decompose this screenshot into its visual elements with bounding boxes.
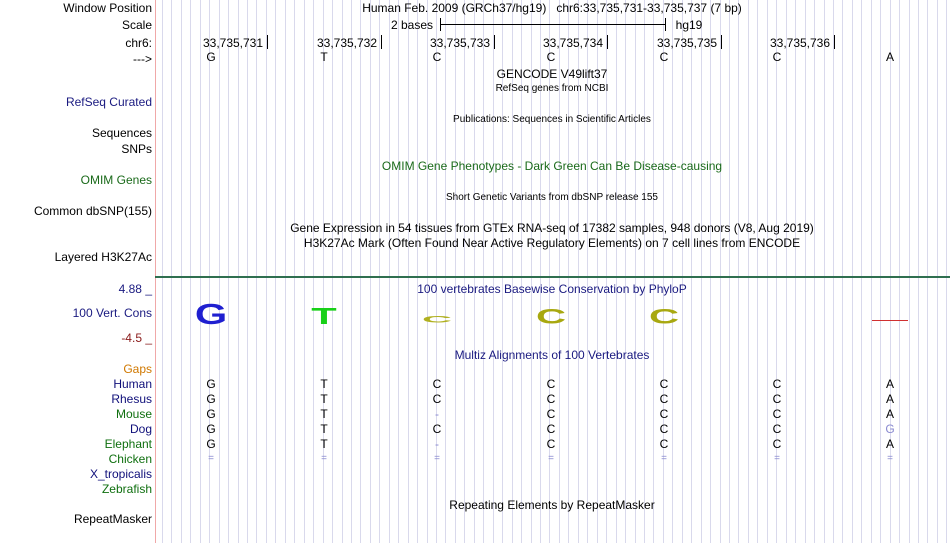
alignment-base: A	[885, 392, 895, 406]
conservation-logo-letter: T	[311, 302, 337, 330]
ruler-tick	[494, 35, 495, 49]
publications-title[interactable]: Publications: Sequences in Scientific Articles	[453, 114, 651, 125]
phylop-label[interactable]: 100 Vert. Cons	[72, 306, 152, 320]
alignment-base: C	[772, 407, 782, 421]
h3k27-label[interactable]: Layered H3K27Ac	[54, 250, 152, 264]
phylop-title[interactable]: 100 vertebrates Basewise Conservation by PhyloP	[417, 282, 687, 296]
window-position-value: Human Feb. 2009 (GRCh37/hg19) chr6:33,735,731-33,735,737 (7 bp)	[362, 1, 742, 15]
strand-label: --->	[133, 52, 152, 66]
ruler-tick	[607, 35, 608, 49]
grid-line	[748, 0, 749, 543]
alignment-base: -	[435, 407, 439, 421]
ruler-position: 33,735,733	[429, 36, 491, 50]
alignment-base: C	[432, 392, 442, 406]
conservation-logo-letter: C	[535, 304, 567, 329]
alignment-base: T	[320, 422, 328, 436]
scale-bar	[440, 24, 666, 25]
alignment-base: =	[887, 453, 893, 464]
grid-line	[455, 0, 456, 543]
h3k27-title[interactable]: H3K27Ac Mark (Often Found Near Active Regulatory Elements) on 7 cell lines from ENCODE	[303, 236, 801, 250]
grid-line	[795, 0, 796, 543]
species-label[interactable]: Mouse	[115, 407, 152, 421]
reference-base: G	[206, 50, 216, 64]
grid-line	[814, 0, 815, 543]
species-label[interactable]: Human	[113, 377, 152, 391]
alignment-base: C	[659, 377, 669, 391]
alignment-base: =	[774, 453, 780, 464]
alignment-base: C	[772, 392, 782, 406]
grid-line	[635, 0, 636, 543]
alignment-base: A	[885, 377, 895, 391]
grid-line	[767, 0, 768, 543]
alignment-base: C	[772, 437, 782, 451]
alignment-base: T	[320, 377, 328, 391]
grid-line	[701, 0, 702, 543]
grid-line	[937, 0, 938, 543]
reference-base: C	[432, 50, 442, 64]
alignment-base: C	[659, 392, 669, 406]
grid-line	[228, 0, 229, 543]
alignment-base: A	[885, 437, 895, 451]
gaps-label[interactable]: Gaps	[123, 362, 152, 376]
alignment-base: G	[206, 437, 216, 451]
grid-line	[861, 0, 862, 543]
alignment-base: C	[546, 437, 556, 451]
grid-line	[918, 0, 919, 543]
phylop-max: 4.88 _	[118, 282, 152, 296]
track-label-divider	[155, 0, 156, 543]
alignment-base: =	[661, 453, 667, 464]
grid-line	[171, 0, 172, 543]
alignment-base: C	[432, 422, 442, 436]
grid-line	[445, 0, 446, 543]
grid-line	[691, 0, 692, 543]
grid-line	[786, 0, 787, 543]
grid-line	[616, 0, 617, 543]
alignment-base: =	[208, 453, 214, 464]
grid-line	[304, 0, 305, 543]
grid-line	[398, 0, 399, 543]
sequences-label[interactable]: Sequences	[91, 126, 152, 140]
grid-line	[294, 0, 295, 543]
alignment-base: =	[434, 453, 440, 464]
grid-line	[313, 0, 314, 543]
ruler-position: 33,735,734	[542, 36, 604, 50]
ruler-position: 33,735,731	[202, 36, 264, 50]
reference-base: C	[659, 50, 669, 64]
refseq-subtitle[interactable]: RefSeq genes from NCBI	[495, 83, 609, 94]
grid-line	[162, 0, 163, 543]
grid-line	[899, 0, 900, 543]
dbsnp-title[interactable]: Short Genetic Variants from dbSNP release 155	[446, 192, 658, 203]
grid-line	[200, 0, 201, 543]
alignment-base: C	[659, 437, 669, 451]
grid-line	[493, 0, 494, 543]
grid-line	[247, 0, 248, 543]
alignment-base: C	[546, 422, 556, 436]
alignment-base: G	[885, 422, 895, 436]
grid-line	[805, 0, 806, 543]
dbsnp-label[interactable]: Common dbSNP(155)	[33, 204, 152, 218]
grid-line	[256, 0, 257, 543]
grid-line	[644, 0, 645, 543]
grid-line	[824, 0, 825, 543]
alignment-base: C	[659, 422, 669, 436]
grid-line	[682, 0, 683, 543]
alignment-base: G	[206, 407, 216, 421]
grid-line	[909, 0, 910, 543]
conservation-negative-mark	[872, 320, 908, 321]
grid-line	[880, 0, 881, 543]
alignment-base: A	[885, 407, 895, 421]
reference-base: A	[885, 50, 895, 64]
grid-line	[710, 0, 711, 543]
grid-line	[672, 0, 673, 543]
repeat-title[interactable]: Repeating Elements by RepeatMasker	[449, 498, 655, 512]
grid-line	[379, 0, 380, 543]
species-label[interactable]: X_tropicalis	[89, 467, 152, 481]
alignment-base: -	[435, 437, 439, 451]
grid-line	[483, 0, 484, 543]
grid-line	[729, 0, 730, 543]
alignment-base: C	[659, 407, 669, 421]
grid-line	[474, 0, 475, 543]
omim-title[interactable]: OMIM Gene Phenotypes - Dark Green Can Be Disease-causing	[381, 159, 723, 173]
conservation-logo-letter: C	[648, 304, 680, 329]
gencode-title[interactable]: GENCODE V49lift37	[496, 67, 608, 81]
grid-line	[238, 0, 239, 543]
scale-db: hg19	[675, 18, 703, 32]
species-label[interactable]: Zebrafish	[101, 482, 152, 496]
alignment-base: C	[546, 407, 556, 421]
grid-line	[389, 0, 390, 543]
scale-label: Scale	[121, 18, 152, 32]
scale-bar-left	[440, 18, 441, 31]
chrom-label: chr6:	[125, 36, 152, 50]
grid-line	[852, 0, 853, 543]
alignment-base: T	[320, 437, 328, 451]
alignment-base: C	[546, 377, 556, 391]
grid-line	[720, 0, 721, 543]
ruler-tick	[381, 35, 382, 49]
snps-label[interactable]: SNPs	[121, 142, 152, 156]
conservation-logo-letter: C	[421, 314, 453, 325]
alignment-base: T	[320, 407, 328, 421]
window-position-label: Window Position	[63, 1, 152, 15]
grid-line	[946, 0, 947, 543]
ruler-position: 33,735,736	[769, 36, 831, 50]
grid-line	[181, 0, 182, 543]
omim-label[interactable]: OMIM Genes	[80, 173, 152, 187]
alignment-base: =	[548, 453, 554, 464]
ruler-position: 33,735,732	[316, 36, 378, 50]
gtex-title[interactable]: Gene Expression in 54 tissues from GTEx RNA-seq of 17382 samples, 948 donors (V8, Aug 2019)	[290, 221, 814, 235]
grid-line	[275, 0, 276, 543]
grid-line	[738, 0, 739, 543]
grid-line	[351, 0, 352, 543]
multiz-title[interactable]: Multiz Alignments of 100 Vertebrates	[454, 348, 650, 362]
repeat-label[interactable]: RepeatMasker	[73, 512, 152, 526]
grid-line	[417, 0, 418, 543]
ruler-position: 33,735,735	[656, 36, 718, 50]
species-label[interactable]: Elephant	[104, 437, 152, 451]
ruler-tick	[834, 35, 835, 49]
grid-line	[871, 0, 872, 543]
alignment-base: C	[432, 377, 442, 391]
scale-value: 2 bases	[390, 18, 434, 32]
grid-line	[625, 0, 626, 543]
grid-line	[332, 0, 333, 543]
grid-line	[408, 0, 409, 543]
ruler-tick	[267, 35, 268, 49]
alignment-base: C	[772, 422, 782, 436]
alignment-base: T	[320, 392, 328, 406]
grid-line	[842, 0, 843, 543]
alignment-base: C	[772, 377, 782, 391]
reference-base: C	[772, 50, 782, 64]
grid-line	[427, 0, 428, 543]
grid-line	[342, 0, 343, 543]
grid-line	[833, 0, 834, 543]
alignment-base: G	[206, 392, 216, 406]
alignment-base: G	[206, 377, 216, 391]
grid-line	[370, 0, 371, 543]
phylop-min: -4.5 _	[121, 331, 152, 345]
conservation-logo-letter: G	[194, 297, 228, 331]
grid-line	[653, 0, 654, 543]
grid-line	[360, 0, 361, 543]
grid-line	[285, 0, 286, 543]
ruler-tick	[721, 35, 722, 49]
grid-line	[757, 0, 758, 543]
alignment-base: G	[206, 422, 216, 436]
scale-bar-right	[665, 18, 666, 31]
reference-base: C	[546, 50, 556, 64]
species-label[interactable]: Chicken	[108, 452, 152, 466]
reference-base: T	[320, 50, 328, 64]
grid-line	[464, 0, 465, 543]
species-label[interactable]: Dog	[129, 422, 152, 436]
grid-line	[927, 0, 928, 543]
refseq-label[interactable]: RefSeq Curated	[65, 95, 152, 109]
grid-line	[219, 0, 220, 543]
grid-line	[266, 0, 267, 543]
alignment-base: C	[546, 392, 556, 406]
species-label[interactable]: Rhesus	[111, 392, 152, 406]
alignment-base: =	[321, 453, 327, 464]
grid-line	[190, 0, 191, 543]
track-group-divider	[155, 276, 950, 278]
